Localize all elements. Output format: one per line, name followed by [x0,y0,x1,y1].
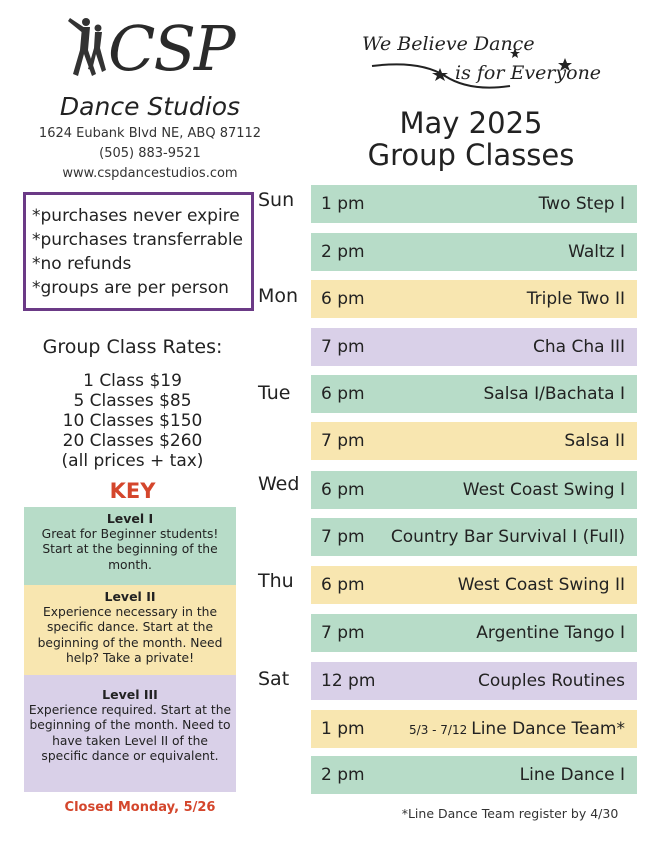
closed-note: Closed Monday, 5/26 [64,800,216,815]
day-label: Tue [258,382,291,404]
studio-name: Dance Studios [59,92,241,121]
tagline-line2: is for Everyone [455,62,602,84]
class-name: Line Dance Team* [471,719,625,739]
day-label: Sun [258,189,295,211]
class-row [311,185,637,223]
day-label: Wed [258,473,300,495]
key-title: KEY [109,479,156,503]
class-row [311,710,637,748]
class-row [311,280,637,318]
class-row [311,518,637,556]
day-label: Mon [258,285,299,307]
day-label: Thu [258,570,294,592]
class-time: 6 pm [321,575,365,595]
key-level-2 [24,585,236,675]
class-time: 1 pm [321,194,365,214]
rate-item: 1 Class $19 [83,371,182,391]
class-name: Cha Cha III [533,337,625,357]
key-level-label: Level I [106,511,154,526]
address: 1624 Eubank Blvd NE, ABQ 87112 [38,126,262,141]
phone: (505) 883-9521 [99,146,201,161]
class-row [311,471,637,509]
key-level-1 [24,507,236,585]
policy-item: *groups are per person [32,278,229,298]
rate-item: 10 Classes $150 [62,411,203,431]
key-level-text: Experience necessary in the specific dance. Start at the beginning of the month. Need help? Take a private! [37,604,223,665]
month-title: May 2025 [399,106,543,140]
class-name: West Coast Swing II [457,575,625,595]
class-name: Salsa II [564,431,625,451]
class-time: 2 pm [321,765,365,785]
class-name: Argentine Tango I [476,623,625,643]
class-row [311,375,637,413]
key-level-text: Great for Beginner students! Start at the beginning of the month. [41,526,219,572]
class-name: Salsa I/Bachata I [483,384,625,404]
footnote: *Line Dance Team register by 4/30 [401,806,619,821]
class-row [311,328,637,366]
key-level-text: Experience required. Start at the beginning of the month. Need to have taken Level II of the specific dance or equivalent. [28,702,232,763]
class-time: 7 pm [321,431,365,451]
class-time: 1 pm [321,719,365,739]
class-time: 6 pm [321,480,365,500]
class-time: 12 pm [321,671,376,691]
class-time: 2 pm [321,242,365,262]
class-time: 6 pm [321,289,365,309]
class-time: 7 pm [321,337,365,357]
policy-box [23,192,254,311]
class-time: 6 pm [321,384,365,404]
class-time: 7 pm [321,623,365,643]
policy-item: *no refunds [32,254,132,274]
class-name: Couples Routines [478,671,625,691]
class-row [311,662,637,700]
class-row [311,233,637,271]
class-row [311,614,637,652]
rate-item: (all prices + tax) [61,451,204,471]
class-row [311,756,637,794]
class-row [311,422,637,460]
class-name: Country Bar Survival I (Full) [390,527,625,547]
class-row [311,566,637,604]
day-label: Sat [258,668,290,690]
class-name: West Coast Swing I [462,480,625,500]
class-time: 7 pm [321,527,365,547]
rate-item: 20 Classes $260 [62,431,203,451]
rate-item: 5 Classes $85 [73,391,192,411]
key-level-label: Level II [104,589,156,604]
policy-item: *purchases transferrable [32,230,244,250]
key-level-label: Level III [102,687,158,702]
class-name: Two Step I [538,194,625,214]
class-name: Triple Two II [526,289,625,309]
rates-title: Group Class Rates: [42,336,223,358]
class-name: Waltz I [568,242,625,262]
sub-title: Group Classes [367,138,575,172]
class-name: Line Dance I [519,765,625,785]
class-dates: 5/3 - 7/12 [409,723,468,737]
tagline-line1: We Believe Dance [362,33,535,55]
policy-item: *purchases never expire [32,206,240,226]
website[interactable]: www.cspdancestudios.com [62,166,238,181]
logo-text: CSP [108,12,234,85]
key-level-3 [24,675,236,792]
